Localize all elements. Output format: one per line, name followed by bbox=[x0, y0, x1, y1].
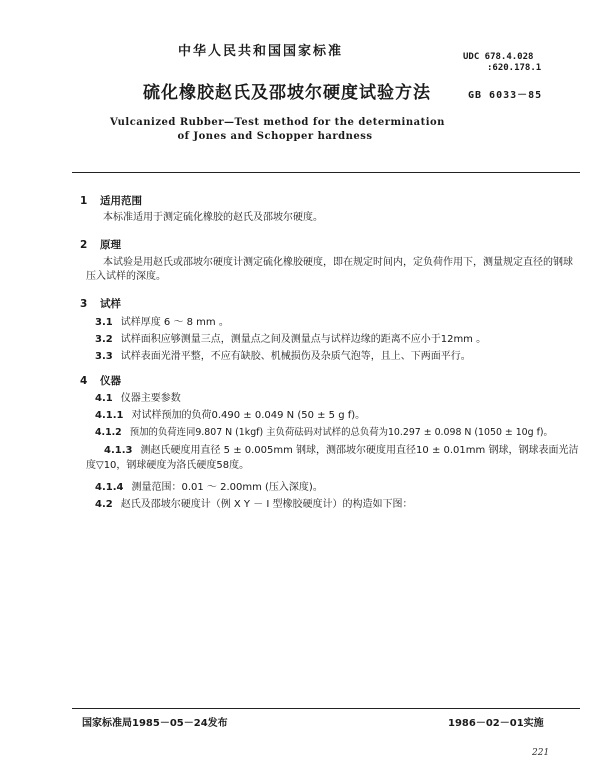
clause-4-1-2-number: 4.1.2 bbox=[95, 427, 122, 438]
section-1-heading bbox=[80, 193, 142, 208]
effective-date: 1986－02－01实施 bbox=[448, 718, 544, 729]
document-title-cn: 硫化橡胶赵氏及邵坡尔硬度试验方法 bbox=[143, 83, 431, 103]
clause-3-2-number: 3.2 bbox=[95, 334, 113, 345]
clause-4-1-1-text: 对试样预加的负荷0.490 ± 0.049 N (50 ± 5 g f)。 bbox=[131, 410, 366, 421]
document-title-en-line-1: Vulcanized Rubber—Test method for the determination bbox=[110, 117, 445, 128]
clause-3-3 bbox=[95, 350, 471, 364]
section-1-title: 适用范围 bbox=[100, 195, 142, 207]
issue-date: 国家标准局1985－05－24发布 bbox=[82, 718, 228, 729]
section-2-title: 原理 bbox=[100, 239, 121, 251]
section-2-heading bbox=[80, 237, 121, 252]
clause-3-1 bbox=[95, 316, 229, 330]
clause-4-1-number: 4.1 bbox=[95, 393, 113, 404]
clause-4-1-3-text: 测赵氏硬度用直径 5 ± 0.005mm 钢球，测邵坡尔硬度用直径10 ± 0.01mm 钢球，钢球表面光洁度▽10，钢球硬度为洛氏硬度58度。 bbox=[86, 445, 579, 471]
clause-4-2-text: 赵氏及邵坡尔硬度计（例 X Y － I 型橡胶硬度计）的构造如下图： bbox=[120, 499, 413, 510]
clause-3-3-number: 3.3 bbox=[95, 351, 113, 362]
clause-4-1-3-number: 4.1.3 bbox=[104, 445, 133, 456]
udc-line-1: UDC 678.4.028 bbox=[463, 52, 534, 62]
section-1-number: 1 bbox=[80, 195, 88, 207]
clause-4-1-text: 仪器主要参数 bbox=[120, 393, 181, 404]
document-title-en-line-2: of Jones and Schopper hardness bbox=[177, 131, 373, 142]
udc-line-2: :620.178.1 bbox=[487, 63, 542, 73]
section-2-number: 2 bbox=[80, 239, 88, 251]
gb-standard-code: GB 6033－85 bbox=[468, 90, 543, 101]
section-3-heading bbox=[80, 296, 121, 311]
clause-3-3-text: 试样表面光滑平整，不应有缺胶、机械损伤及杂质气泡等，且上、下两面平行。 bbox=[120, 351, 471, 362]
clause-4-2-number: 4.2 bbox=[95, 499, 113, 510]
footer-divider bbox=[72, 708, 580, 709]
clause-4-1-4 bbox=[95, 481, 323, 495]
section-4-title: 仪器 bbox=[100, 375, 121, 387]
clause-3-1-text: 试样厚度 6 ～ 8 mm 。 bbox=[120, 317, 229, 328]
clause-4-1-4-text: 测量范围：0.01 ～ 2.00mm (压入深度)。 bbox=[131, 482, 323, 493]
section-4-heading bbox=[80, 373, 121, 388]
clause-4-1 bbox=[95, 392, 181, 406]
clause-4-1-1 bbox=[95, 409, 365, 423]
page-number: 221 bbox=[532, 748, 550, 758]
clause-3-1-number: 3.1 bbox=[95, 317, 113, 328]
header-divider bbox=[72, 172, 580, 173]
udc-code bbox=[463, 52, 541, 74]
section-3-title: 试样 bbox=[100, 298, 121, 310]
clause-3-2 bbox=[95, 333, 486, 347]
clause-4-1-2 bbox=[95, 426, 553, 440]
clause-4-2 bbox=[95, 498, 413, 512]
section-3-number: 3 bbox=[80, 298, 88, 310]
section-4-number: 4 bbox=[80, 375, 88, 387]
clause-4-1-4-number: 4.1.4 bbox=[95, 482, 124, 493]
clause-4-1-2-text: 预加的负荷连同9.807 N (1kgf) 主负荷砝码对试样的总负荷为10.297 ± 0.098 N (1050 ± 10g f)。 bbox=[129, 427, 553, 438]
clause-4-1-3 bbox=[86, 443, 580, 473]
clause-4-1-1-number: 4.1.1 bbox=[95, 410, 124, 421]
section-2-body: 本试验是用赵氏或邵坡尔硬度计测定硫化橡胶硬度，即在规定时间内，定负荷作用下，测量规定直径的钢球压入试样的深度。 bbox=[86, 257, 573, 282]
section-1-body: 本标准适用于测定硫化橡胶的赵氏及邵坡尔硬度。 bbox=[103, 212, 323, 223]
country-standard-heading: 中华人民共和国国家标准 bbox=[178, 44, 344, 59]
clause-3-2-text: 试样面积应够测量三点，测量点之间及测量点与试样边缘的距离不应小于12mm 。 bbox=[120, 334, 487, 345]
